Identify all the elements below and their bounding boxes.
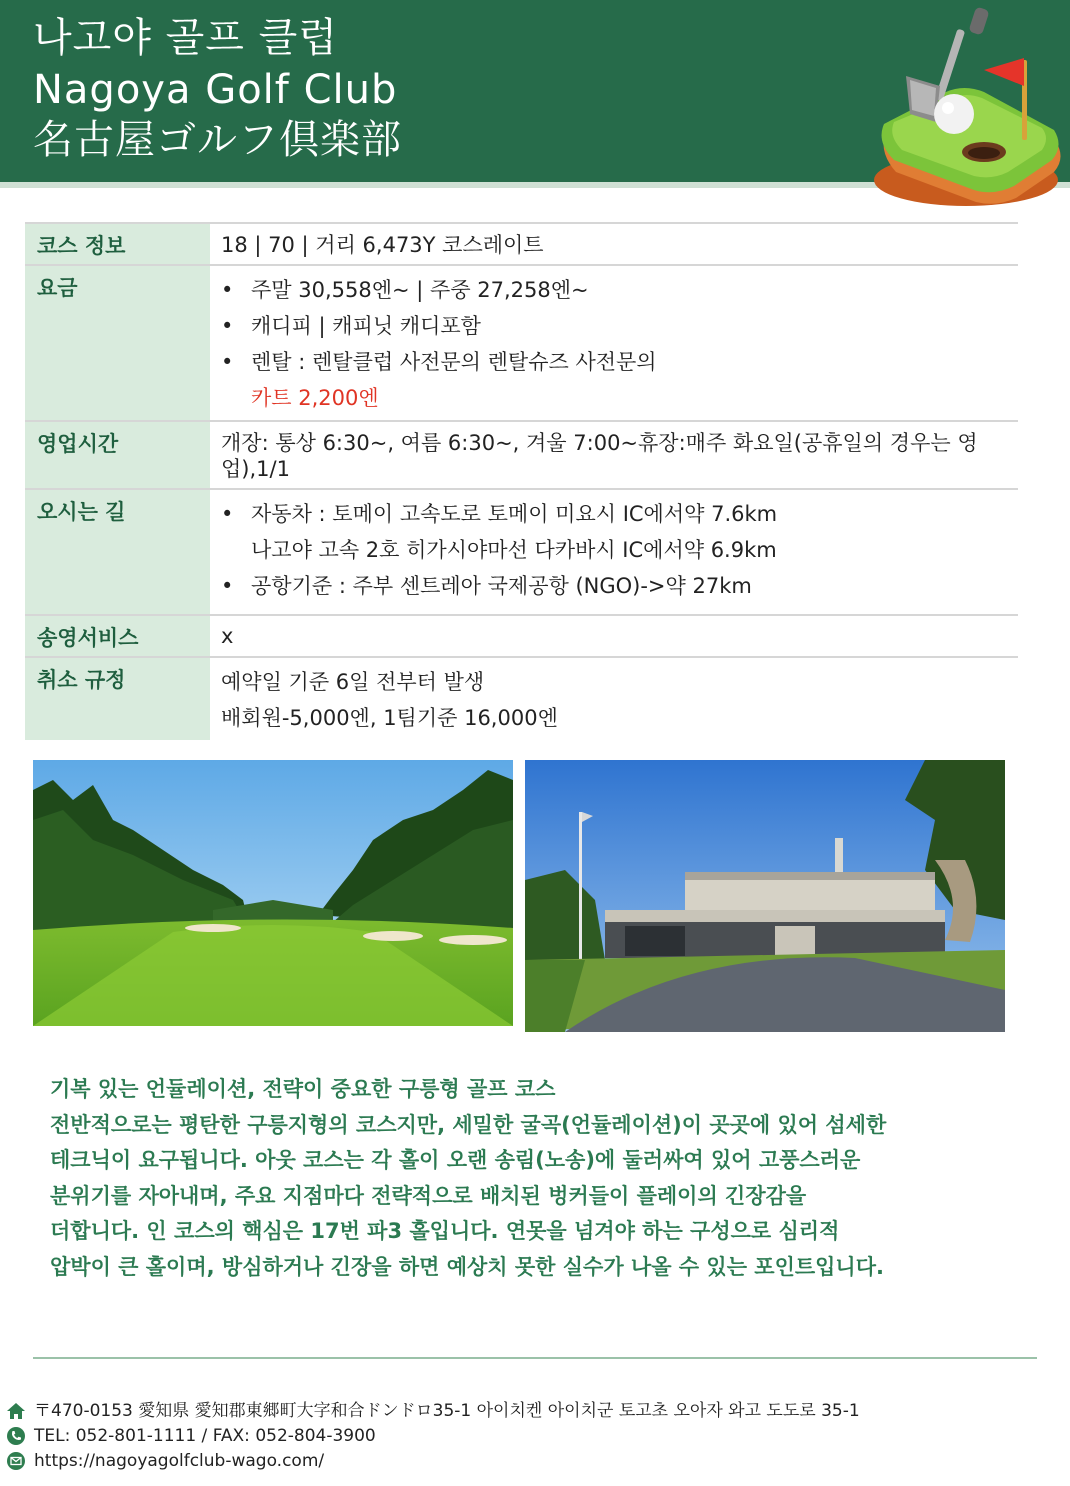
label-shuttle: 송영서비스: [25, 616, 210, 656]
info-row-hours: [25, 420, 1018, 488]
fee-line: • 주말 30,558엔~ | 주중 27,258엔~: [221, 272, 1008, 308]
fee-cart: 카트 2,200엔: [251, 386, 379, 410]
website-link[interactable]: https://nagoyagolfclub-wago.com/: [34, 1451, 325, 1471]
phone-text: TEL: 052-801-1111 / FAX: 052-804-3900: [34, 1426, 376, 1446]
label-cancel: 취소 규정: [25, 658, 210, 740]
email-icon: [6, 1451, 26, 1471]
info-row-shuttle: [25, 614, 1018, 656]
fee-line: • 캐디피 | 캐피닛 캐디포함: [221, 308, 1008, 344]
phone-icon: [6, 1426, 26, 1446]
fee-caddie: 캐디피 | 캐피닛 캐디포함: [251, 314, 481, 338]
value-course-info: 18 | 70 | 거리 6,473Y 코스레이트: [221, 233, 544, 257]
address-text: 〒470-0153 愛知県 愛知郡東郷町大字和合ドンドロ35-1 아이치켄 아이치군 토고초 오아자 와고 도도로 35-1: [34, 1401, 860, 1421]
access-line: • 자동차 : 토메이 고속도로 토메이 미요시 IC에서약 7.6km: [221, 496, 1008, 532]
course-info-table: [25, 222, 1018, 740]
title-japanese: 名古屋ゴルフ倶楽部: [33, 117, 402, 163]
access-car: 자동차 : 토메이 고속도로 토메이 미요시 IC에서약 7.6km: [251, 502, 778, 526]
golf-course-icon: [866, 2, 1066, 214]
description-line: 더합니다. 인 코스의 핵심은 17번 파3 홀입니다. 연못을 넘겨야 하는 구성으로 심리적: [50, 1219, 840, 1243]
website-line[interactable]: [6, 1450, 324, 1472]
home-icon: [6, 1401, 26, 1421]
cancel-policy-line: 예약일 기준 6일 전부터 발생: [221, 670, 485, 694]
title-korean: 나고야 골프 클럽: [33, 15, 338, 61]
clubhouse-photo: [525, 760, 1005, 1032]
label-hours: 영업시간: [25, 422, 210, 488]
access-airport: 공항기준 : 주부 센트레아 국제공항 (NGO)->약 27km: [251, 574, 752, 598]
phone-line: [6, 1425, 376, 1447]
address-line: [6, 1400, 860, 1422]
title-english: Nagoya Golf Club: [33, 67, 398, 113]
fee-line: • 렌탈 : 렌탈클럽 사전문의 렌탈슈즈 사전문의: [221, 344, 1008, 380]
value-fee: [210, 266, 1018, 420]
info-row-fee: [25, 264, 1018, 420]
course-description: [50, 1072, 1010, 1285]
label-course-info: 코스 정보: [25, 224, 210, 264]
description-line: 테크닉이 요구됩니다. 아웃 코스는 각 홀이 오랜 송림(노송)에 둘러싸여 있어 고풍스러운: [50, 1148, 861, 1172]
access-line: • 공항기준 : 주부 센트레아 국제공항 (NGO)->약 27km: [221, 568, 1008, 604]
info-row-cancel: [25, 656, 1018, 740]
info-row-course: [25, 222, 1018, 264]
description-line: 분위기를 자아내며, 주요 지점마다 전략적으로 배치된 벙커들이 플레이의 긴장감을: [50, 1183, 807, 1208]
cancel-fee-line: 배회원-5,000엔, 1팀기준 16,000엔: [221, 706, 558, 730]
value-access: [210, 490, 1018, 614]
access-expressway: 나고야 고속 2호 히가시야마선 다카바시 IC에서약 6.9km: [251, 538, 777, 562]
value-cancel: [210, 658, 1018, 740]
value-hours: 개장: 통상 6:30~, 여름 6:30~, 겨울 7:00~휴장:매주 화요일(공휴일의 경우는 영업),1/1: [221, 431, 978, 481]
fee-weekend-weekday: 주말 30,558엔~ | 주중 27,258엔~: [251, 278, 589, 302]
description-line: 전반적으로는 평탄한 구릉지형의 코스지만, 세밀한 굴곡(언듈레이션)이 곳곳에 있어 섬세한: [50, 1112, 887, 1137]
label-access: 오시는 길: [25, 490, 210, 614]
description-line: 압박이 큰 홀이며, 방심하거나 긴장을 하면 예상치 못한 실수가 나올 수 있는 포인트입니다.: [50, 1254, 884, 1279]
fairway-photo: [33, 760, 513, 1026]
fee-rental: 렌탈 : 렌탈클럽 사전문의 렌탈슈즈 사전문의: [251, 350, 657, 374]
label-fee: 요금: [25, 266, 210, 420]
footer-divider: [33, 1357, 1037, 1359]
info-row-access: [25, 488, 1018, 614]
value-shuttle: x: [221, 624, 234, 648]
description-line: 기복 있는 언듈레이션, 전략이 중요한 구릉형 골프 코스: [50, 1077, 556, 1101]
